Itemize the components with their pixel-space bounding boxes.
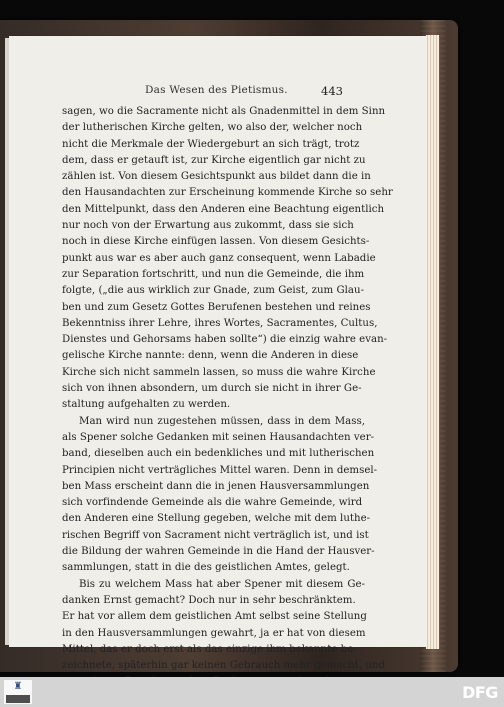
- text-line: staltung aufgehalten zu werden.: [62, 399, 231, 411]
- text-line: folgte, („die aus wirklich zur Gnade, zum Geist, zum Glau-: [62, 285, 365, 297]
- text-line: in den Hausversammlungen gewahrt, ja er hat von diesem: [62, 627, 366, 639]
- text-line: sich vorfindende Gemeinde als die wahre Gemeinde, wird: [62, 497, 363, 509]
- text-line: Principien nicht verträgliches Mittel waren. Denn in demsel-: [62, 464, 378, 476]
- text-line: punkt aus war es aber auch ganz consequent, wenn Labadie: [62, 252, 376, 264]
- text-line: den Hausandachten zur Erscheinung kommende Kirche so sehr: [62, 187, 393, 199]
- text-line: Bekenntniss ihrer Lehre, ihres Wortes, Sacramentes, Cultus,: [62, 317, 378, 329]
- text-line: sagen, wo die Sacramente nicht als Gnadenmittel in dem Sinn: [62, 106, 386, 117]
- text-line: Er hat vor allem dem geistlichen Amt selbst seine Stellung: [62, 611, 367, 623]
- text-line: Dienstes und Gehorsams haben sollte“) die einzig wahre evan-: [62, 334, 388, 346]
- library-logo: [4, 680, 32, 704]
- library-logo-mark: [6, 699, 30, 703]
- viewer-footer-bar: [0, 677, 504, 707]
- crest-icon: ♜: [13, 681, 23, 692]
- text-line: die Bildung der wahren Gemeinde in die Hand der Hausver-: [62, 546, 375, 558]
- text-line: Kirche sich nicht sammeln lassen, so muss die wahre Kirche: [62, 366, 376, 378]
- text-line: als Spener solche Gedanken mit seinen Hausandachten ver-: [62, 431, 375, 443]
- text-line: band, dieselben auch ein bedenkliches und mit lutherischen: [62, 448, 375, 460]
- text-line: Man wird nun zugestehen müssen, dass in dem Mass,: [79, 415, 365, 427]
- text-line: sammlungen, statt in die des geistlichen Amtes, gelegt.: [62, 562, 350, 574]
- text-line: nicht die Merkmale der Wiedergeburt an sich trägt, trotz: [62, 138, 360, 150]
- text-line: rischen Begriff von Sacrament nicht verträglich ist, und ist: [62, 529, 369, 541]
- text-line: dem, dass er getauft ist, zur Kirche eigentlich gar nicht zu: [62, 154, 366, 166]
- text-line: zeichnete, späterhin gar keinen Gebrauch mehr gemacht, und: [62, 660, 386, 672]
- text-line: gelische Kirche nannte: denn, wenn die Anderen in diese: [62, 350, 359, 362]
- text-line: nur noch von der Erwartung aus zukommt, dass sie sich: [62, 220, 354, 232]
- text-line: der lutherischen Kirche gelten, wo also der, welcher noch: [62, 122, 363, 134]
- text-line: zur Separation fortschritt, und nun die Gemeinde, die ihm: [62, 268, 365, 280]
- text-line: den Anderen eine Stellung gegeben, welche mit dem luthe-: [62, 513, 371, 525]
- text-line: ben und zum Gesetz Gottes Berufenen bestehen und reines: [62, 301, 371, 313]
- page-stack-edge: [426, 35, 440, 649]
- page-body-text: [62, 104, 393, 672]
- text-line: den Mittelpunkt, dass den Anderen eine Beachtung eigentlich: [62, 203, 385, 215]
- running-head: Das Wesen des Pietismus.: [145, 84, 288, 96]
- text-line: Mittel, das er doch erst als das einzige ihm bekannte be-: [62, 643, 357, 655]
- text-line: danken Ernst gemacht? Doch nur in sehr beschränktem.: [62, 594, 356, 606]
- text-line: zählen ist. Von diesem Gesichtspunkt aus bildet dann die in: [62, 171, 371, 183]
- dfg-logo: DFG: [462, 683, 498, 702]
- text-line: sich von ihnen absondern, um durch sie nicht in ihrer Ge-: [62, 383, 362, 395]
- text-line: ben Mass erscheint dann die in jenen Hausversammlungen: [62, 480, 370, 492]
- page-number: 443: [321, 84, 343, 98]
- text-line: Bis zu welchem Mass hat aber Spener mit diesem Ge-: [79, 578, 365, 590]
- text-line: noch in diese Kirche einfügen lassen. Von diesem Gesichts-: [62, 236, 370, 248]
